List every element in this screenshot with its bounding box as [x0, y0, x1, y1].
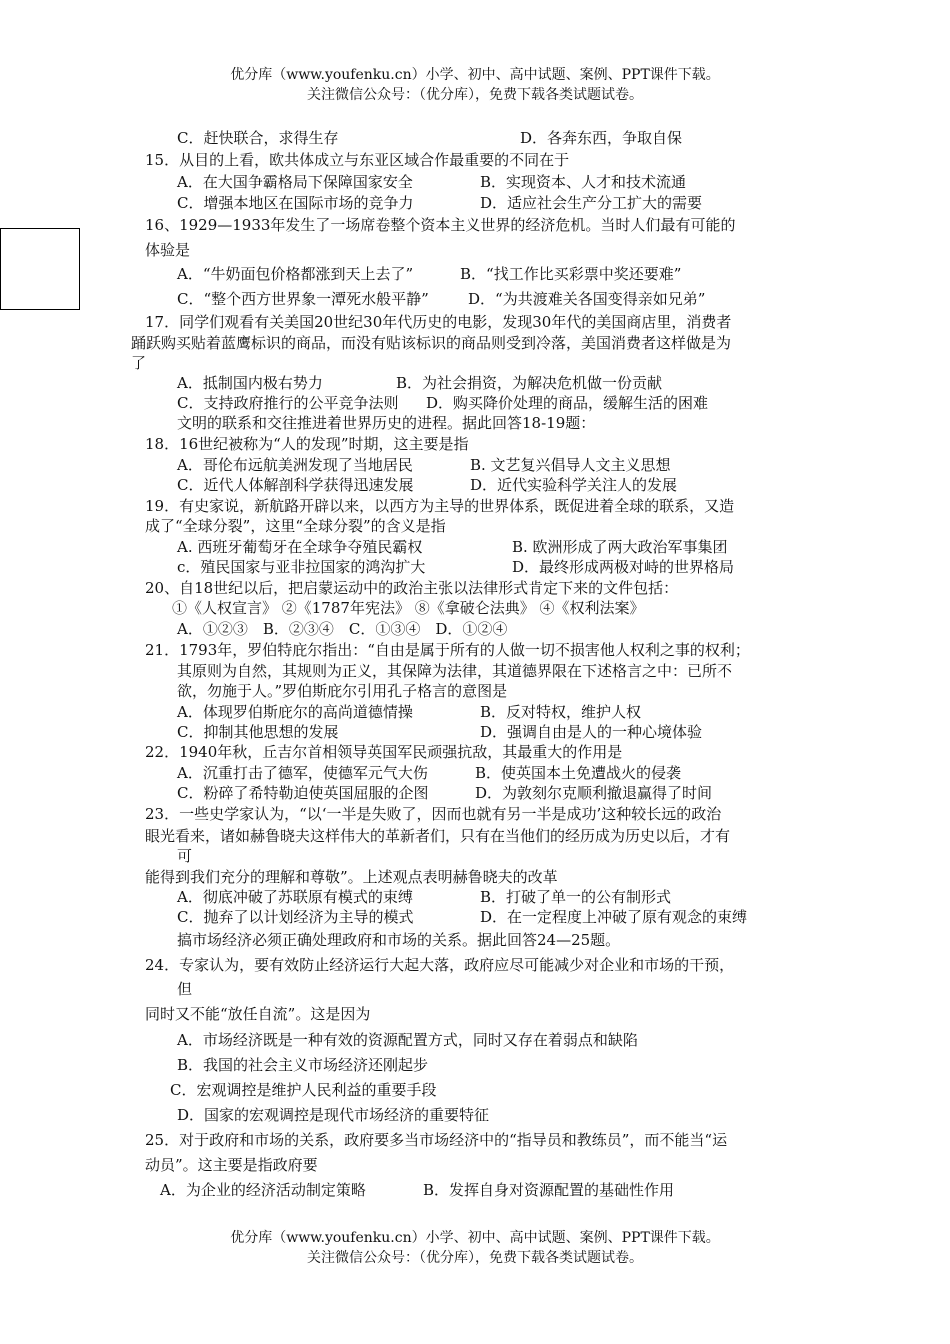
text-line-q21-a: A．体现罗伯斯庇尔的高尚道德情操	[177, 703, 413, 721]
text-line-q17-1: 17．同学们观看有关美国20世纪30年代历史的电影，发现30年代的美国商店里，消费者	[145, 313, 732, 331]
text-line-q21-c: C．抑制其他思想的发展	[177, 723, 339, 741]
text-line-q19-d: D．最终形成两极对峙的世界格局	[512, 558, 735, 576]
text-line-q25-1: 25．对于政府和市场的关系，政府要多当市场经济中的“指导员和教练员”，而不能当“运	[145, 1131, 728, 1149]
text-line-q24-3: 同时又不能“放任自流”。这是因为	[145, 1005, 371, 1023]
text-line-q16-1: 16、1929—1933年发生了一场席卷整个资本主义世界的经济危机。当时人们最有可能的	[145, 216, 736, 234]
text-line-q23-1: 23．一些史学家认为，“以‘一半是失败了，因而也就有另一半是成功’这种较长远的政治	[145, 805, 722, 823]
text-line-q15-c: C．增强本地区在国际市场的竞争力	[177, 194, 414, 212]
text-line-q15: 15．从目的上看，欧共体成立与东亚区域合作最重要的不同在于	[145, 151, 570, 169]
text-line-q17-d: D．购买降价处理的商品，缓解生活的困难	[426, 394, 709, 412]
text-line-q23-b: B．打破了单一的公有制形式	[480, 888, 672, 906]
text-line-q22-a: A．沉重打击了德军，使德军元气大伤	[177, 764, 428, 782]
text-line-q19-c: c．殖民国家与亚非拉国家的鸿沟扩大	[177, 558, 426, 576]
text-line-q17-c: C．支持政府推行的公平竞争法则	[177, 394, 399, 412]
text-line-q23-4: 能得到我们充分的理解和尊敬”。上述观点表明赫鲁晓夫的改革	[145, 868, 558, 886]
text-line-q23-d: D．在一定程度上冲破了原有观念的束缚	[480, 908, 748, 926]
text-line-q17-2: 踊跃购买贴着蓝鹰标识的商品，而没有贴该标识的商品则受到冷落，美国消费者这样做是为	[131, 334, 732, 352]
text-line-q18-a: A．哥伦布远航美洲发现了当地居民	[177, 456, 413, 474]
text-line-q25-2: 动员”。这主要是指政府要	[145, 1156, 318, 1174]
footer-line-2: 关注微信公众号：（优分库），免费下载各类试题试卷。	[307, 1250, 643, 1266]
text-line-q21-d: D．强调自由是人的一种心境体验	[480, 723, 703, 741]
text-line-q23-3: 可	[177, 847, 193, 865]
text-line-q14-c: C．赶快联合，求得生存	[177, 129, 339, 147]
header-line-1: 优分库（www.youfenku.cn）小学、初中、高中试题、案例、PPT课件下载。	[230, 67, 720, 83]
text-line-q23-a: A．彻底冲破了苏联原有模式的束缚	[177, 888, 413, 906]
text-line-q16-c: C．“整个西方世界象一潭死水般平静”	[177, 290, 429, 308]
text-line-q24-b: B．我国的社会主义市场经济还刚起步	[177, 1056, 429, 1074]
text-line-q16-d: D．“为共渡难关各国变得亲如兄弟”	[468, 290, 706, 308]
text-line-q24-c: C．宏观调控是维护人民利益的重要手段	[170, 1081, 437, 1099]
text-line-q19-1: 19．有史家说，新航路开辟以来，以西方为主导的世界体系，既促进着全球的联系，又造	[145, 497, 735, 515]
text-line-q22-d: D．为敦刻尔克顺利撤退赢得了时间	[475, 784, 713, 802]
text-line-q22-c: C．粉碎了希特勒迫使英国屈服的企图	[177, 784, 429, 802]
text-line-q16-a: A．“牛奶面包价格都涨到天上去了”	[177, 265, 414, 283]
text-line-q18: 18．16世纪被称为“人的发现”时期，这主要是指	[145, 435, 469, 453]
text-line-q18-d: D．近代实验科学关注人的发展	[470, 476, 678, 494]
text-line-q15-a: A．在大国争霸格局下保障国家安全	[177, 173, 413, 191]
text-line-q21-b: B．反对特权，维护人权	[480, 703, 642, 721]
text-line-q23-c: C．抛弃了以计划经济为主导的模式	[177, 908, 414, 926]
text-line-q21-3: 欲，勿施于人。”罗伯斯庇尔引用孔子格言的意图是	[177, 682, 508, 700]
text-line-q18-b: B. 文艺复兴倡导人文主义思想	[470, 456, 671, 474]
text-line-q15-d: D．适应社会生产分工扩大的需要	[480, 194, 703, 212]
text-line-q20-opts: A．①②③ B．②③④ C．①③④ D．①②④	[177, 620, 508, 638]
text-line-q17-a: A．抵制国内极右势力	[177, 374, 323, 392]
text-line-q18-c: C．近代人体解剖科学获得迅速发展	[177, 476, 414, 494]
text-line-q17-3: 了	[131, 354, 147, 372]
text-line-q21-1: 21．1793年，罗伯特庇尔指出：“自由是属于所有的人做一切不损害他人权利之事的权利；	[145, 641, 750, 659]
text-line-q14-d: D．各奔东西，争取自保	[520, 129, 683, 147]
text-line-q19-a: A. 西班牙葡萄牙在全球争夺殖民霸权	[177, 538, 423, 556]
header-line-2: 关注微信公众号：（优分库），免费下载各类试题试卷。	[307, 87, 643, 103]
text-line-q15-b: B．实现资本、人才和技术流通	[480, 173, 687, 191]
text-line-q16-2: 体验是	[145, 241, 191, 259]
text-line-q20: 20、自18世纪以后，把启蒙运动中的政治主张以法律形式肯定下来的文件包括：	[145, 579, 679, 597]
text-line-q22-b: B．使英国本土免遭战火的侵袭	[475, 764, 682, 782]
text-line-q24-a: A．市场经济既是一种有效的资源配置方式，同时又存在着弱点和缺陷	[177, 1031, 638, 1049]
blank-box	[0, 228, 80, 310]
text-line-intro-18: 文明的联系和交往推进着世界历史的进程。据此回答18-19题：	[177, 414, 596, 432]
text-line-q24-d: D．国家的宏观调控是现代市场经济的重要特征	[177, 1106, 490, 1124]
text-line-q17-b: B．为社会捐资，为解决危机做一份贡献	[396, 374, 663, 392]
footer-line-1: 优分库（www.youfenku.cn）小学、初中、高中试题、案例、PPT课件下载。	[230, 1230, 720, 1246]
text-line-q24-1: 24．专家认为，要有效防止经济运行大起大落，政府应尽可能减少对企业和市场的干预，	[145, 956, 735, 974]
text-line-intro-24: 搞市场经济必须正确处理政府和市场的关系。据此回答24—25题。	[177, 931, 621, 949]
text-line-q20-items: ①《人权宣言》 ②《1787年宪法》 ⑧《拿破仑法典》 ④《权利法案》	[172, 599, 645, 617]
text-line-q19-b: B. 欧洲形成了两大政治军事集团	[512, 538, 728, 556]
text-line-q19-2: 成了“全球分裂”，这里“全球分裂”的含义是指	[145, 517, 446, 535]
text-line-q16-b: B．“找工作比买彩票中奖还要难”	[460, 265, 682, 283]
text-line-q25-b: B．发挥自身对资源配置的基础性作用	[423, 1181, 675, 1199]
text-line-q24-2: 但	[177, 980, 193, 998]
text-line-q23-2: 眼光看来，诸如赫鲁晓夫这样伟大的革新者们，只有在当他们的经历成为历史以后，才有	[145, 827, 731, 845]
text-line-q21-2: 其原则为自然，其规则为正义，其保障为法律，其道德界限在下述格言之中：已所不	[177, 662, 733, 680]
text-line-q25-a: A．为企业的经济活动制定策略	[160, 1181, 366, 1199]
text-line-q22: 22．1940年秋，丘吉尔首相领导英国军民顽强抗敌，其最重大的作用是	[145, 743, 623, 761]
